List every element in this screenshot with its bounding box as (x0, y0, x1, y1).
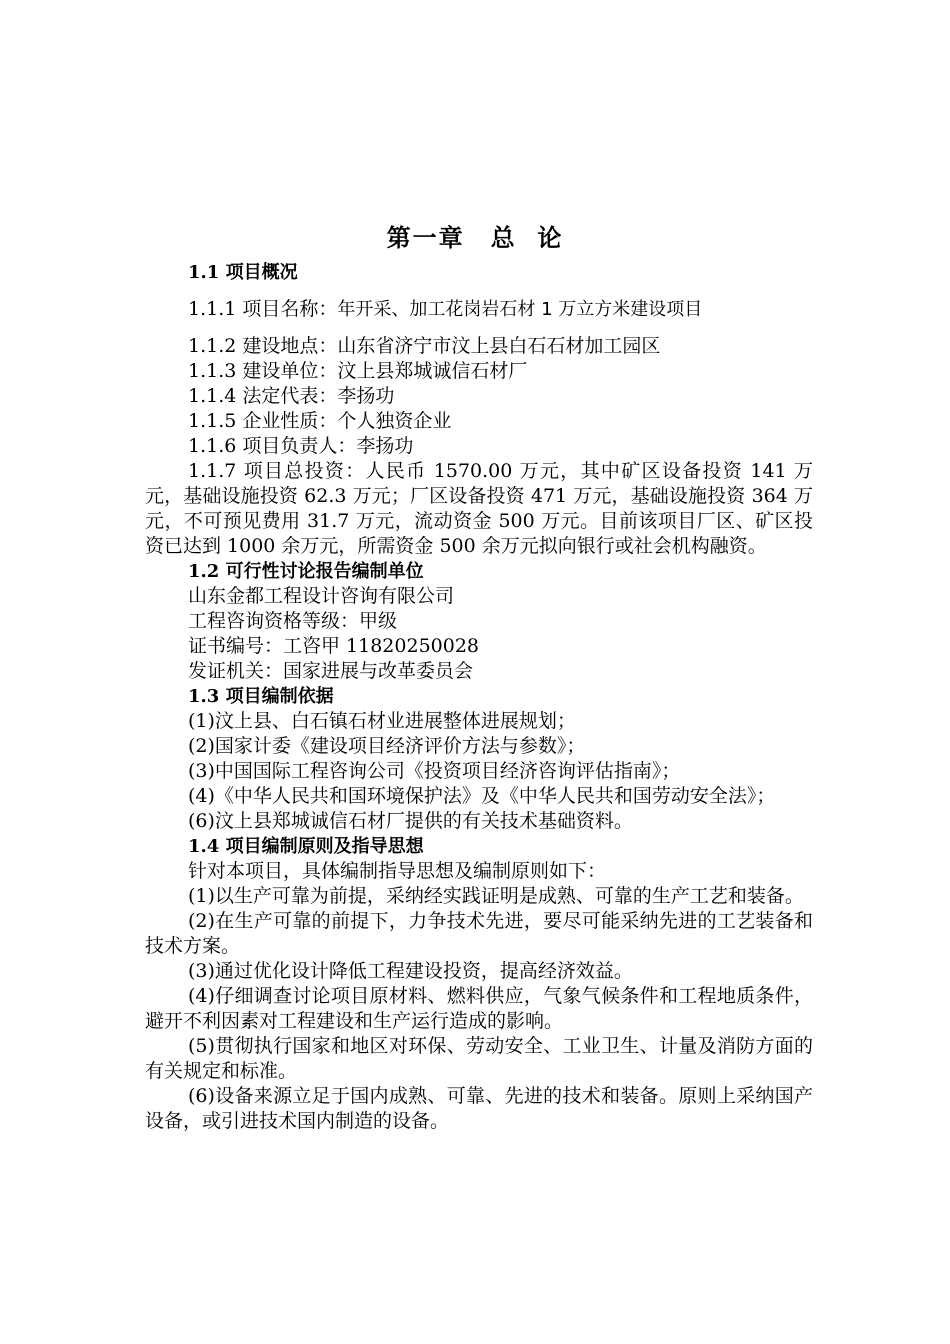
principle-item: (2)在生产可靠的前提下，力争技术先进，要尽可能采纳先进的工艺装备和技术方案。 (145, 910, 813, 957)
basis-item: (1)汶上县、白石镇石材业进展整体进展规划； (188, 710, 576, 732)
project-name-value: 年开采、加工花岗岩石材 1 万立方米建设项目 (337, 299, 703, 320)
document-body (145, 260, 813, 1134)
issuing-authority: 发证机关：国家进展与改革委员会 (188, 660, 474, 682)
principle-item: (1)以生产可靠为前提，采纳经实践证明是成熟、可靠的生产工艺和装备。 (188, 885, 804, 907)
section-heading-1-1: 1.1 项目概况 (188, 262, 298, 283)
principle-item: (6)设备来源立足于国内成熟、可靠、先进的技术和装备。原则上采纳国产设备，或引进技术国内制造的设备。 (145, 1085, 813, 1132)
principles-intro: 针对本项目，具体编制指导思想及编制原则如下： (188, 860, 607, 882)
section-heading-1-4: 1.4 项目编制原则及指导思想 (188, 836, 424, 857)
legal-representative: 1.1.4 法定代表：李扬功 (188, 385, 395, 407)
basis-item: (4)《中华人民共和国环境保护法》及《中华人民共和国劳动安全法》； (188, 785, 776, 807)
chapter-title: 第一章 总 论 (386, 224, 564, 252)
total-investment: 1.1.7 项目总投资：人民币 1570.00 万元，其中矿区设备投资 141 万元，基础设施投资 62.3 万元；厂区设备投资 471 万元，基础设施投资 364 万元，不可预见费用 31.7 万元，流动资金 500 万元。目前该项目厂区、矿区投资已达到 1000 余万元，所需资金 500 余万元拟向银行或社会机构融资。 (145, 460, 813, 557)
basis-item: (3)中国国际工程咨询公司《投资项目经济咨询评估指南》； (188, 760, 681, 782)
section-heading-1-3: 1.3 项目编制依据 (188, 686, 334, 707)
project-name-label: 1.1.1 项目名称： (188, 298, 338, 320)
qualification-level: 工程咨询资格等级：甲级 (188, 610, 398, 632)
project-name-line (145, 294, 813, 325)
construction-unit: 1.1.3 建设单位：汶上县郑城诚信石材厂 (188, 360, 528, 382)
principle-item: (3)通过优化设计降低工程建设投资，提高经济效益。 (188, 960, 633, 982)
section-heading-1-2: 1.2 可行性讨论报告编制单位 (188, 561, 424, 582)
basis-item: (6)汶上县郑城诚信石材厂提供的有关技术基础资料。 (188, 810, 633, 832)
principle-item: (5)贯彻执行国家和地区对环保、劳动安全、工业卫生、计量及消防方面的有关规定和标准。 (145, 1035, 813, 1082)
project-leader: 1.1.6 项目负责人：李扬功 (188, 435, 414, 457)
certificate-number: 证书编号：工咨甲 11820250028 (188, 635, 480, 657)
project-location: 1.1.2 建设地点：山东省济宁市汶上县白石石材加工园区 (188, 335, 661, 357)
compiler-company: 山东金都工程设计咨询有限公司 (188, 585, 455, 607)
enterprise-nature: 1.1.5 企业性质：个人独资企业 (188, 410, 452, 432)
principle-item: (4)仔细调查讨论项目原材料、燃料供应，气象气候条件和工程地质条件，避开不利因素对工程建设和生产运行造成的影响。 (145, 985, 813, 1032)
basis-item: (2)国家计委《建设项目经济评价方法与参数》； (188, 735, 586, 757)
